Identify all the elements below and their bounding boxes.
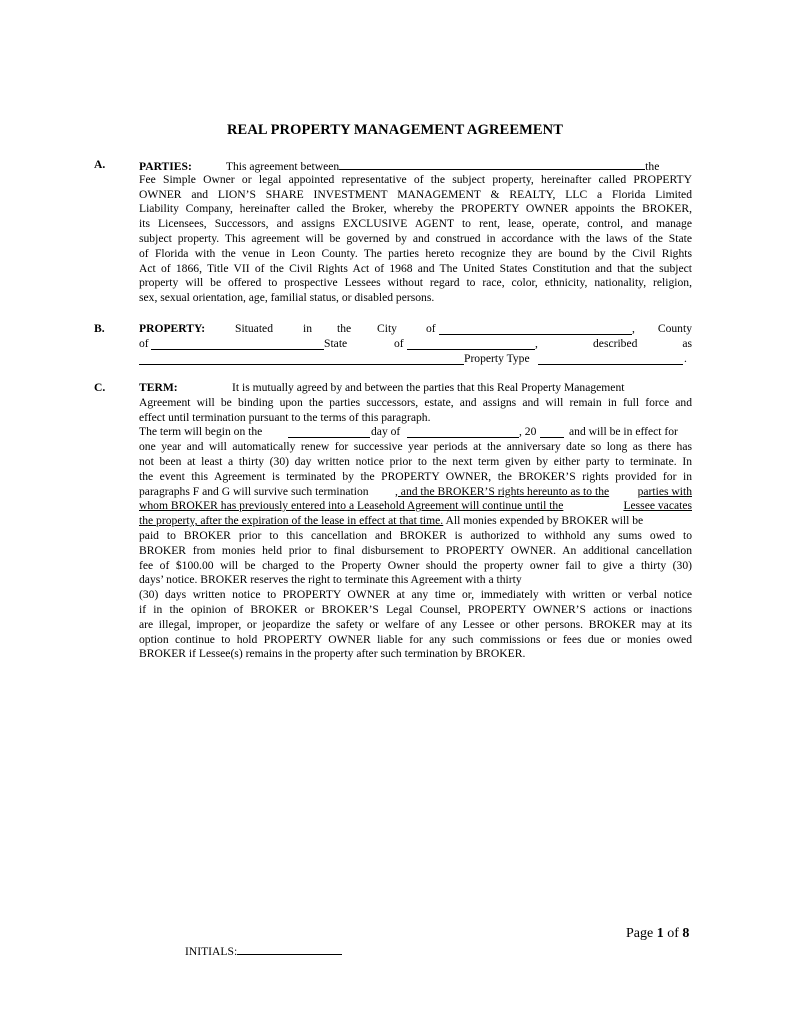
owner-name-blank[interactable] <box>339 158 645 170</box>
section-heading: PROPERTY: <box>139 322 206 335</box>
city-blank[interactable] <box>439 323 632 335</box>
fg-line: paragraphs F and G will survive such termination , and the BROKER’S rights hereunto as to the parties with <box>139 484 692 498</box>
document-page: REAL PROPERTY MANAGEMENT AGREEMENT A. PARTIES: This agreement between the Fee Simple Owner or legal appointed representative of the subject property, hereinafter called PROPERTY OWNER and LION’S SHARE INVESTMENT MANAGEMENT & REALTY, LLC a Florida Limited Liability Company, hereinafter called the Broker, whereby the PROPERTY OWNER appoints the BROKER, its Licensees, Successors, and assigns EXCLUSIVE AGENT to rent, lease, operate, control, and manage subject property. This agreement will be governed by and construed in accordance with the laws of the State of Florida with the venue in Leon County. The parties hereto recognize they are bound by the Civil Rights Act of 1866, Title VII of the Civil Rights Act of 1968 and The United States Constitution and that the subject property will be offered to prospective Lessees without regard to race, color, ethnicity, nationality, religion, sex, sexual orientation, age, familial status, or disabled persons. B. PROPERTY: Situated in the City of , County of State of , described as Property Type . C. TERM: It is mutually agreed by and between the parties that this Real Property Management Agreement will be binding upon the parties successors, estate, and assigns and will remain in full force and effect until termination pursuant to the terms of this paragraph. The term will begin on the day of , 20 and will be in effect for one year and will automatically renew for successive year periods at the anniversary date so long as there has not been at least a thirty (30) day written notice prior to the next term given by either party to terminate. In the event this Agreement is terminated by the PROPERTY OWNER, the BROKER’S rights provided for in paragraphs F and G will survive such termination , and the BROKER’S rights hereunto as to the parties with whom BROKER has previously entered into a Leasehold Agreement will continue until the Lessee vacates the property, after the expiration of the lease in effect at that time. All monies expended by BROKER will be paid to BROKER prior to this cancellation and BROKER is authorized to withhold any sums owed to BROKER from monies held prior to final disbursement to PROPERTY OWNER. An additional cancellation fee of $100.00 will be charged to the Property Owner should the property owner fail to give a thirty (30) days’ notice. BROKER reserves the right to terminate this Agreement with a thirty (30) days written notice to PROPERTY OWNER at any time or, immediately with written or verbal notice if in the opinion of BROKER or BROKER’S Legal Counsel, PROPERTY OWNER’S actions or inactions are illegal, improper, or jeopardize the safety or welfare of any Lessee or other persons. BROKER may at its option continue to hold PROPERTY OWNER liable for any such commissions or fees due or monies owed BROKER if Lessee(s) remains in the property after such termination by BROKER. Page 1 of 8 INITIALS: <box>0 0 790 1022</box>
initials-field <box>185 943 342 958</box>
property-line-2: of State of , described as <box>139 336 692 350</box>
county-blank[interactable] <box>151 338 324 350</box>
property-line-3: Property Type . <box>139 352 692 367</box>
section-letter: A. <box>94 158 106 171</box>
begin-year-blank[interactable] <box>540 426 564 438</box>
term-first-line: TERM: It is mutually agreed by and between the parties that this Real Property Management <box>139 381 625 394</box>
section-letter: B. <box>94 322 105 335</box>
term-begin-line: The term will begin on the day of , 20 and will be in effect for <box>139 425 678 439</box>
begin-date-blank[interactable] <box>288 426 370 438</box>
state-blank[interactable] <box>407 338 535 350</box>
section-heading: TERM: <box>139 381 178 394</box>
underline-line-1: whom BROKER has previously entered into a Leasehold Agreement will continue until the Lessee vacates <box>139 499 692 513</box>
property-type-blank[interactable] <box>538 353 683 365</box>
initials-label: INITIALS: <box>185 945 238 958</box>
description-blank[interactable] <box>139 353 464 365</box>
initials-blank[interactable] <box>237 943 342 955</box>
page-number: Page 1 of 8 <box>626 926 690 941</box>
section-letter: C. <box>94 381 106 394</box>
underline-line-2: the property, after the expiration of the lease in effect at that time. All monies expended by BROKER will be <box>139 514 644 528</box>
begin-month-blank[interactable] <box>407 426 519 438</box>
property-line-1: PROPERTY: Situated in the City of , County <box>139 322 692 335</box>
section-heading: PARTIES: <box>139 160 192 173</box>
parties-first-line: PARTIES: This agreement between the <box>139 160 660 173</box>
document-title: REAL PROPERTY MANAGEMENT AGREEMENT <box>226 122 563 138</box>
